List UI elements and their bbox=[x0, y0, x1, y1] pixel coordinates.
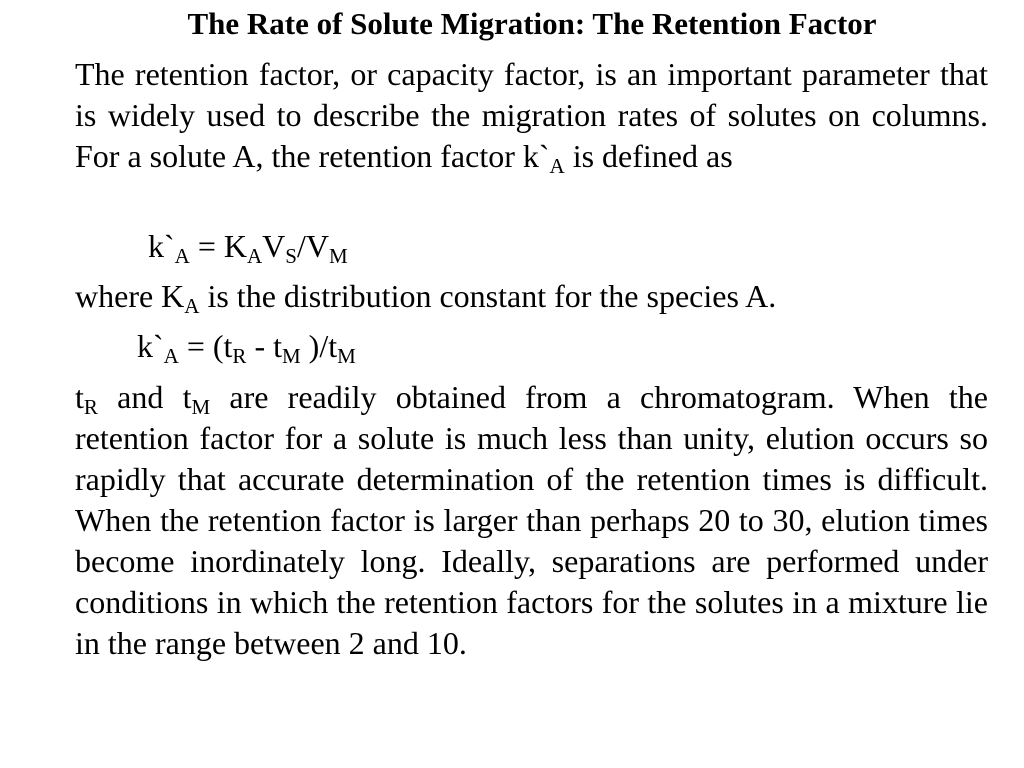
paragraph-distribution-post: is the distribution constant for the species A. bbox=[199, 278, 777, 314]
equation-vm-subscript: M bbox=[328, 244, 348, 268]
equation-k-subscript: A bbox=[246, 244, 263, 268]
paragraph-distribution-constant bbox=[75, 276, 988, 317]
paragraph-chromatogram-tm-subscript: M bbox=[191, 395, 211, 419]
paragraph-definition-tail: is defined as bbox=[564, 138, 733, 174]
paragraph-distribution-subscript: A bbox=[184, 294, 200, 318]
equation2-tm-subscript: M bbox=[281, 344, 301, 368]
equation-slash-v: /V bbox=[296, 228, 329, 264]
paragraph-definition-text: The retention factor, or capacity factor, is an important parameter that is widely used to describe the migration rates of solutes on columns. For a solute A, the retention factor k` bbox=[75, 56, 988, 174]
paragraph-chromatogram bbox=[75, 377, 988, 664]
paragraph-chromatogram-t1: t bbox=[75, 379, 84, 415]
equation2-lhs-subscript: A bbox=[163, 344, 179, 368]
subscript-a: A bbox=[549, 154, 565, 178]
equation-vs-subscript: S bbox=[285, 244, 297, 268]
equation2-close: )/t bbox=[300, 328, 338, 364]
paragraph-chromatogram-and: and t bbox=[97, 379, 192, 415]
equation-retention-times bbox=[137, 326, 356, 367]
paragraph-chromatogram-tr-subscript: R bbox=[83, 395, 98, 419]
equation-lhs: k` bbox=[148, 228, 175, 264]
equation2-minus: - t bbox=[246, 328, 282, 364]
equation-lhs-subscript: A bbox=[174, 244, 190, 268]
paragraph-chromatogram-text: are readily obtained from a chromatogram. When the retention factor for a solute is much less than unity, elution occurs so rapidly that accurate determination of the retention times is difficult. When the retention factor is larger than perhaps 20 to 30, elution times become inordinately long. Ideally, separations are performed under conditions in which the retention factors for the solutes in a mixture lie in the range between 2 and 10. bbox=[75, 379, 989, 661]
paragraph-definition bbox=[75, 54, 988, 177]
equation2-lhs: k` bbox=[137, 328, 164, 364]
equation-equals-k: = K bbox=[189, 228, 247, 264]
equation-retention-factor bbox=[148, 226, 348, 267]
equation2-tm2-subscript: M bbox=[337, 344, 356, 368]
equation2-equals: = (t bbox=[178, 328, 233, 364]
equation2-tr-subscript: R bbox=[232, 344, 247, 368]
slide-title: The Rate of Solute Migration: The Retention Factor bbox=[187, 6, 877, 41]
paragraph-distribution-pre: where K bbox=[75, 278, 185, 314]
equation-v: V bbox=[262, 228, 286, 264]
